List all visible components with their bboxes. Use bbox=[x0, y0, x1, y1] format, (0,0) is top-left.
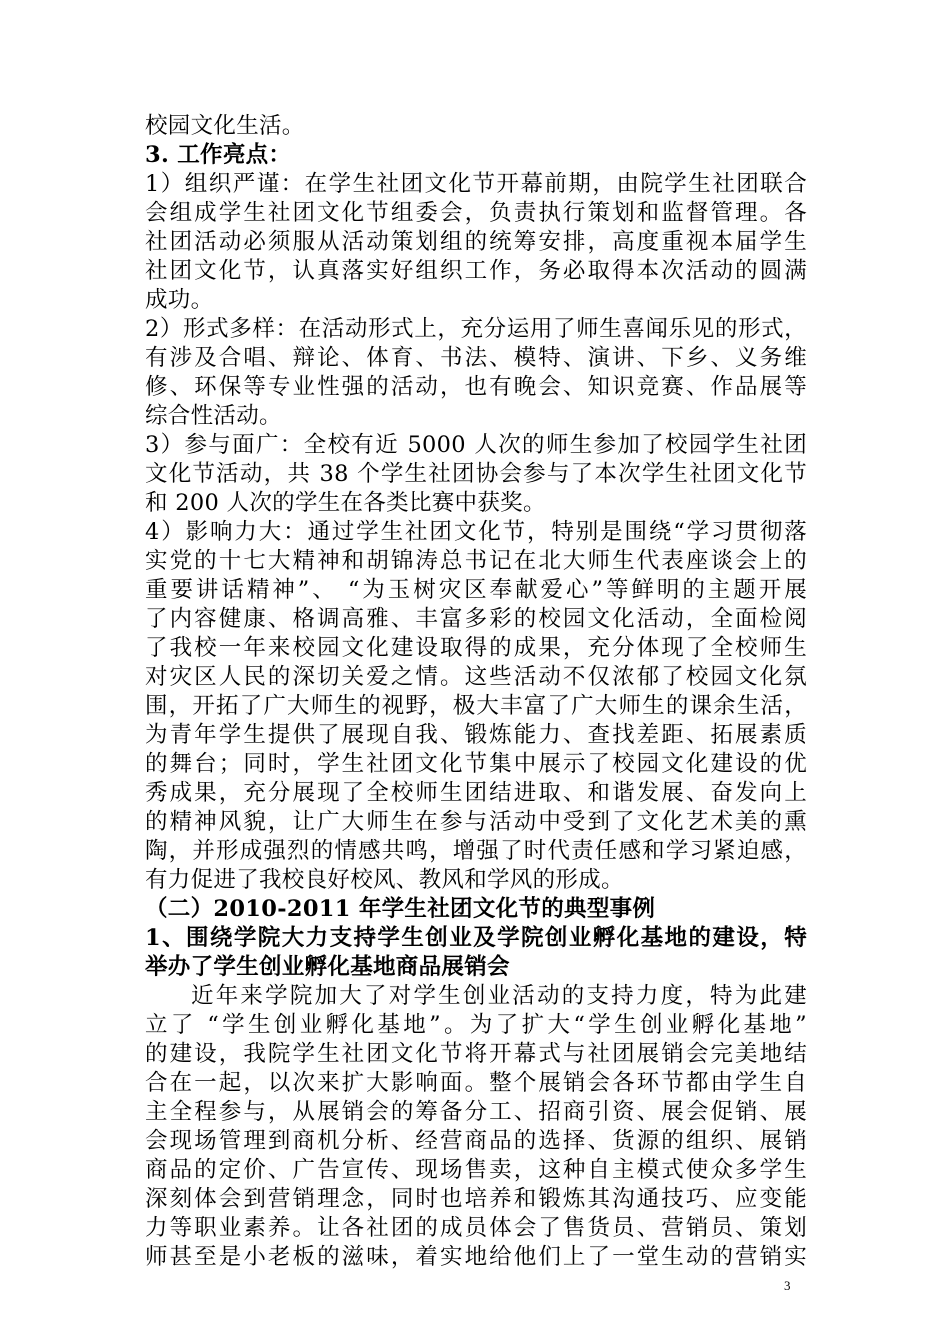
text-line: 了我校一年来校园文化建设取得的成果，充分体现了全校师生 bbox=[145, 635, 807, 661]
text-line: 对灾区人民的深切关爱之情。这些活动不仅浓郁了校园文化氛 bbox=[145, 664, 807, 690]
text-line: 立了 “学生创业孵化基地”。为了扩大“学生创业孵化基地” bbox=[145, 1012, 807, 1038]
text-line: 了内容健康、格调高雅、丰富多彩的校园文化活动，全面检阅 bbox=[145, 606, 807, 632]
text-line: 校园文化生活。 bbox=[145, 113, 305, 139]
text-line: 社团文化节，认真落实好组织工作，务必取得本次活动的圆满 bbox=[145, 258, 807, 284]
text-line: 秀成果，充分展现了全校师生团结进取、和谐发展、奋发向上 bbox=[145, 780, 807, 806]
text-line: 围，开拓了广大师生的视野，极大丰富了广大师生的课余生活， bbox=[145, 693, 807, 719]
text-line: 陶，并形成强烈的情感共鸣，增强了时代责任感和学习紧迫感， bbox=[145, 838, 807, 864]
text-line: 1）组织严谨：在学生社团文化节开幕前期，由院学生社团联合 bbox=[145, 171, 807, 197]
text-line: 和 200 人次的学生在各类比赛中获奖。 bbox=[145, 490, 546, 516]
text-line: 举办了学生创业孵化基地商品展销会 bbox=[145, 954, 510, 980]
text-line: 社团活动必须服从活动策划组的统筹安排，高度重视本届学生 bbox=[145, 229, 807, 255]
text-line: 文化节活动，共 38 个学生社团协会参与了本次学生社团文化节 bbox=[145, 461, 807, 487]
text-line: 主全程参与，从展销会的筹备分工、招商引资、展会促销、展 bbox=[145, 1099, 807, 1125]
text-line: 2）形式多样：在活动形式上，充分运用了师生喜闻乐见的形式， bbox=[145, 316, 807, 342]
text-line: 有涉及合唱、辩论、体育、书法、模特、演讲、下乡、义务维 bbox=[145, 345, 807, 371]
text-line: （二）2010-2011 年学生社团文化节的典型事例 bbox=[145, 896, 656, 922]
text-line: 实党的十七大精神和胡锦涛总书记在北大师生代表座谈会上的 bbox=[145, 548, 807, 574]
text-line: 3）参与面广：全校有近 5000 人次的师生参加了校园学生社团 bbox=[145, 432, 807, 458]
text-line: 合在一起，以次来扩大影响面。整个展销会各环节都由学生自 bbox=[145, 1070, 807, 1096]
document-body bbox=[145, 112, 807, 1272]
text-line: 的精神风貌，让广大师生在参与活动中受到了文化艺术美的熏 bbox=[145, 809, 807, 835]
text-line: 1、围绕学院大力支持学生创业及学院创业孵化基地的建设，特 bbox=[145, 925, 807, 951]
text-line: 为青年学生提供了展现自我、锻炼能力、查找差距、拓展素质 bbox=[145, 722, 807, 748]
text-line: 有力促进了我校良好校风、教风和学风的形成。 bbox=[145, 867, 624, 893]
text-line: 商品的定价、广告宣传、现场售卖，这种自主模式使众多学生 bbox=[145, 1157, 807, 1183]
text-line: 会现场管理到商机分析、经营商品的选择、货源的组织、展销 bbox=[145, 1128, 807, 1154]
text-line: 4）影响力大：通过学生社团文化节，特别是围绕“学习贯彻落 bbox=[145, 519, 807, 545]
text-line: 深刻体会到营销理念，同时也培养和锻炼其沟通技巧、应变能 bbox=[145, 1186, 807, 1212]
text-line: 3. 工作亮点： bbox=[145, 142, 292, 168]
text-line: 重要讲话精神”、 “为玉树灾区奉献爱心”等鲜明的主题开展 bbox=[145, 577, 807, 603]
page-number: 3 bbox=[784, 1278, 791, 1293]
text-line: 师甚至是小老板的滋味，着实地给他们上了一堂生动的营销实 bbox=[145, 1244, 807, 1270]
text-line: 的建设，我院学生社团文化节将开幕式与社团展销会完美地结 bbox=[145, 1041, 807, 1067]
text-line: 近年来学院加大了对学生创业活动的支持力度，特为此建 bbox=[191, 983, 807, 1009]
text-line: 的舞台；同时，学生社团文化节集中展示了校园文化建设的优 bbox=[145, 751, 807, 777]
text-line: 力等职业素养。让各社团的成员体会了售货员、营销员、策划 bbox=[145, 1215, 807, 1241]
text-line: 综合性活动。 bbox=[145, 403, 282, 429]
text-line: 会组成学生社团文化节组委会，负责执行策划和监督管理。各 bbox=[145, 200, 807, 226]
text-line: 成功。 bbox=[145, 287, 214, 313]
text-line: 修、环保等专业性强的活动，也有晚会、知识竞赛、作品展等 bbox=[145, 374, 807, 400]
